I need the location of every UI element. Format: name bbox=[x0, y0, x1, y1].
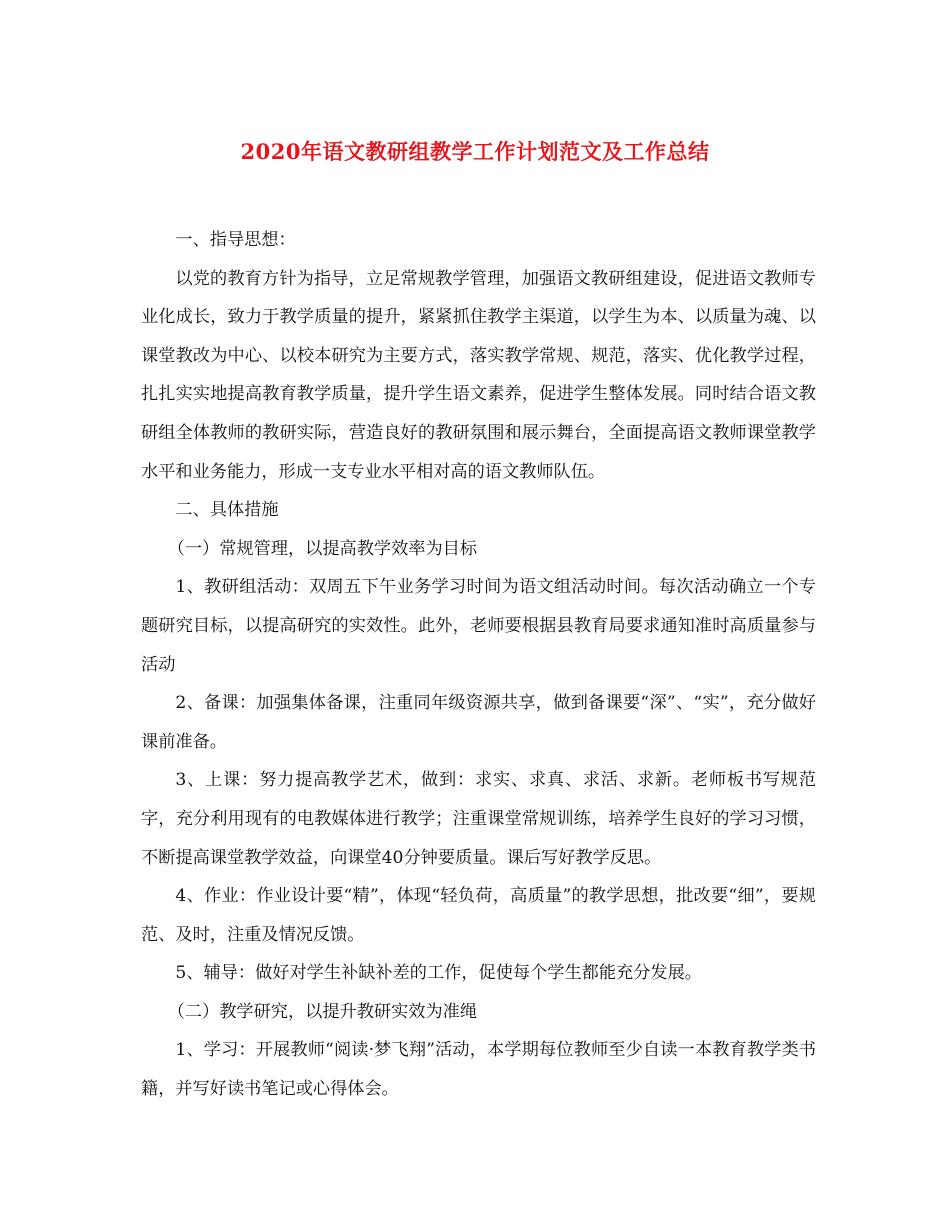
paragraph-class-teaching: 3、上课：努力提高教学艺术，做到：求实、求真、求活、求新。老师板书写规范字，充分利用现有的电教媒体进行教学；注重课堂常规训练，培养学生良好的学习习惯，不断提高课堂教学效益，向课堂40分钟要质量。课后写好教学反思。 bbox=[141, 770, 816, 868]
section-heading-guiding-ideology: 一、指导思想： bbox=[175, 230, 296, 250]
section-heading-specific-measures: 二、具体措施 bbox=[175, 500, 279, 521]
document-title: 2020年语文教研组教学工作计划范文及工作总结 bbox=[240, 139, 710, 164]
paragraph-lesson-preparation: 2、备课：加强集体备课，注重同年级资源共享，做到备课要“深”、“实”，充分做好课前准备。 bbox=[141, 693, 816, 752]
document-body bbox=[141, 221, 816, 1109]
paragraph-guiding-ideology: 以党的教育方针为指导，立足常规教学管理，加强语文教研组建设，促进语文教师专业化成长，致力于教学质量的提升，紧紧抓住教学主渠道，以学生为本、以质量为魂、以课堂教改为中心、以校本研究为主要方式，落实教学常规、规范，落实、优化教学过程，扎扎实实地提高教育教学质量，提升学生语文素养，促进学生整体发展。同时结合语文教研组全体教师的教研实际，营造良好的教研氛围和展示舞台，全面提高语文教师课堂教学水平和业务能力，形成一支专业水平相对高的语文教师队伍。 bbox=[141, 268, 816, 482]
subsection-heading-teaching-research: （二）教学研究，以提升教研实效为准绳 bbox=[167, 1001, 478, 1022]
paragraph-homework: 4、作业：作业设计要“精”，体现“轻负荷，高质量”的教学思想，批改要“细”，要规范、及时，注重及情况反馈。 bbox=[141, 886, 816, 945]
paragraph-tutoring: 5、辅导：做好对学生补缺补差的工作，促使每个学生都能充分发展。 bbox=[175, 963, 702, 984]
paragraph-study: 1、学习：开展教师“阅读·梦飞翔”活动，本学期每位教师至少自读一本教育教学类书籍，并写好读书笔记或心得体会。 bbox=[141, 1040, 816, 1100]
subsection-heading-routine-management: （一）常规管理，以提高教学效率为目标 bbox=[167, 538, 478, 559]
paragraph-teaching-research-group: 1、教研组活动：双周五下午业务学习时间为语文组活动时间。每次活动确立一个专题研究目标，以提高研究的实效性。此外，老师要根据县教育局要求通知准时高质量参与活动 bbox=[141, 577, 816, 675]
